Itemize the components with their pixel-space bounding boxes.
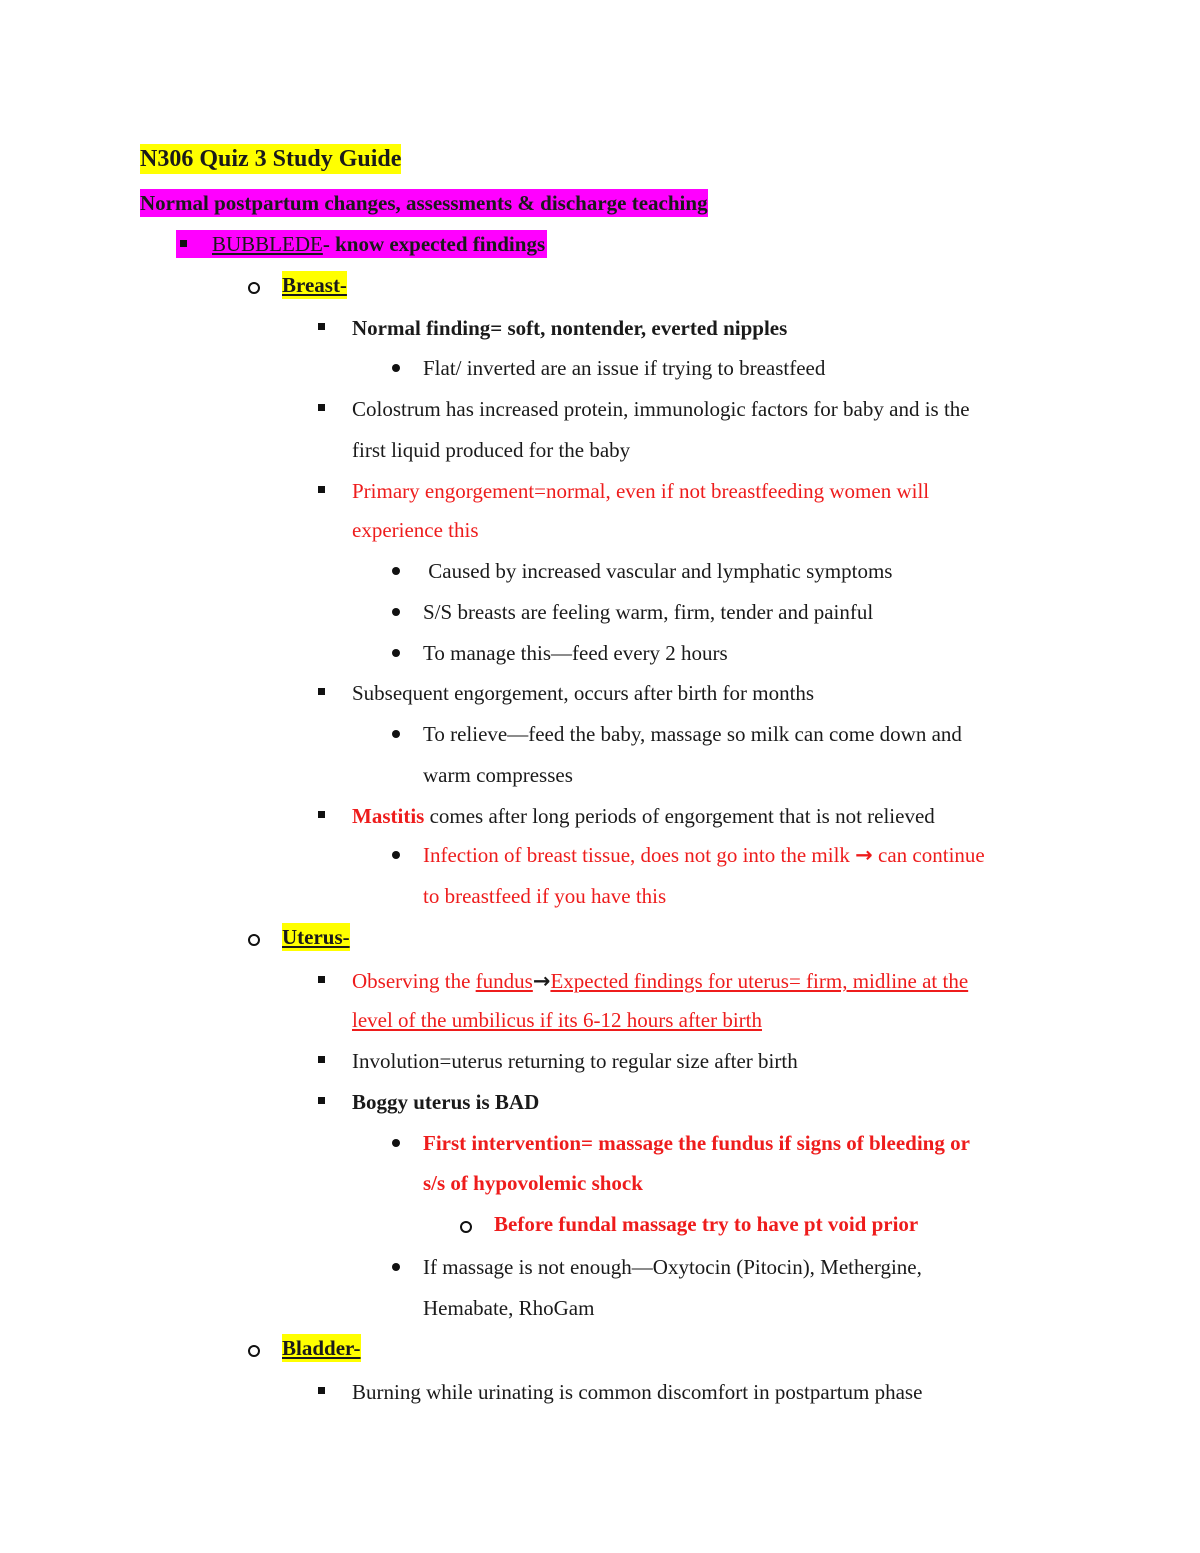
square-bullet-icon: [318, 811, 325, 818]
ring-bullet-icon: [248, 1345, 260, 1357]
bubblede-term: BUBBLEDE: [212, 232, 323, 256]
dot-bullet-icon: [392, 851, 400, 859]
breast-caused-by: Caused by increased vascular and lymphatic symptoms: [423, 559, 893, 583]
dot-bullet-icon: [392, 649, 400, 657]
dot-bullet-icon: [392, 1139, 400, 1147]
breast-primary-1: Primary engorgement=normal, even if not breastfeeding women will: [352, 479, 930, 503]
square-bullet-icon: [180, 240, 187, 247]
uterus-heading: Uterus-: [282, 925, 350, 949]
ring-bullet-icon: [460, 1221, 472, 1233]
observing-text-a: Observing the: [352, 969, 476, 993]
uterus-before: Before fundal massage try to have pt void prior: [494, 1212, 919, 1236]
breast-primary-2: experience this: [352, 518, 479, 542]
dot-bullet-icon: [392, 567, 400, 575]
infection-text-b: can continue: [872, 843, 985, 867]
square-bullet-icon: [318, 1387, 325, 1394]
bubblede-line: [176, 230, 547, 258]
uterus-observing-1: [352, 967, 968, 995]
breast-infection-1: [423, 841, 985, 869]
breast-colostrum-1: Colostrum has increased protein, immunologic factors for baby and is the: [352, 397, 970, 421]
breast-infection-2: to breastfeed if you have this: [423, 884, 667, 908]
dot-bullet-icon: [392, 730, 400, 738]
breast-relieve-1: To relieve—feed the baby, massage so milk can come down and: [423, 722, 962, 746]
breast-ss: S/S breasts are feeling warm, firm, tender and painful: [423, 600, 874, 624]
dot-bullet-icon: [392, 364, 400, 372]
breast-colostrum-2: first liquid produced for the baby: [352, 438, 631, 462]
breast-heading: Breast-: [282, 273, 347, 297]
dot-bullet-icon: [392, 1263, 400, 1271]
uterus-involution: Involution=uterus returning to regular size after birth: [352, 1049, 798, 1073]
square-bullet-icon: [318, 323, 325, 330]
breast-normal-finding: Normal finding= soft, nontender, everted nipples: [352, 316, 788, 340]
square-bullet-icon: [318, 688, 325, 695]
arrow-right-icon: →: [532, 969, 551, 993]
mastitis-term: Mastitis: [352, 804, 425, 828]
breast-subsequent: Subsequent engorgement, occurs after birth for months: [352, 681, 815, 705]
uterus-first-2: s/s of hypovolemic shock: [423, 1171, 643, 1195]
square-bullet-icon: [318, 1097, 325, 1104]
breast-relieve-2: warm compresses: [423, 763, 573, 787]
bladder-heading: Bladder-: [282, 1336, 361, 1360]
breast-flat-inverted: Flat/ inverted are an issue if trying to breastfeed: [423, 356, 826, 380]
section-heading: Normal postpartum changes, assessments & discharge teaching: [140, 191, 708, 215]
uterus-if-massage-1: If massage is not enough—Oxytocin (Pitocin), Methergine,: [423, 1255, 922, 1279]
infection-text-a: Infection of breast tissue, does not go into the milk: [423, 843, 856, 867]
observing-text-b: Expected findings for uterus= firm, midline at the: [550, 969, 969, 993]
observing-fundus: fundus: [475, 969, 533, 993]
square-bullet-icon: [318, 404, 325, 411]
square-bullet-icon: [318, 486, 325, 493]
ring-bullet-icon: [248, 282, 260, 294]
uterus-observing-2: level of the umbilicus if its 6-12 hours after birth: [352, 1008, 762, 1032]
square-bullet-icon: [318, 1056, 325, 1063]
arrow-right-icon: →: [855, 843, 873, 867]
bubblede-rest: - know expected findings: [322, 232, 546, 256]
square-bullet-icon: [318, 976, 325, 983]
uterus-if-massage-2: Hemabate, RhoGam: [423, 1296, 595, 1320]
uterus-boggy: Boggy uterus is BAD: [352, 1090, 540, 1114]
page-title: N306 Quiz 3 Study Guide: [140, 146, 402, 172]
dot-bullet-icon: [392, 608, 400, 616]
breast-manage: To manage this—feed every 2 hours: [423, 641, 728, 665]
ring-bullet-icon: [248, 934, 260, 946]
bladder-burning: Burning while urinating is common discomfort in postpartum phase: [352, 1380, 923, 1404]
mastitis-rest: comes after long periods of engorgement that is not relieved: [424, 804, 935, 828]
breast-mastitis: [352, 802, 935, 830]
uterus-first-1: First intervention= massage the fundus if signs of bleeding or: [423, 1131, 970, 1155]
